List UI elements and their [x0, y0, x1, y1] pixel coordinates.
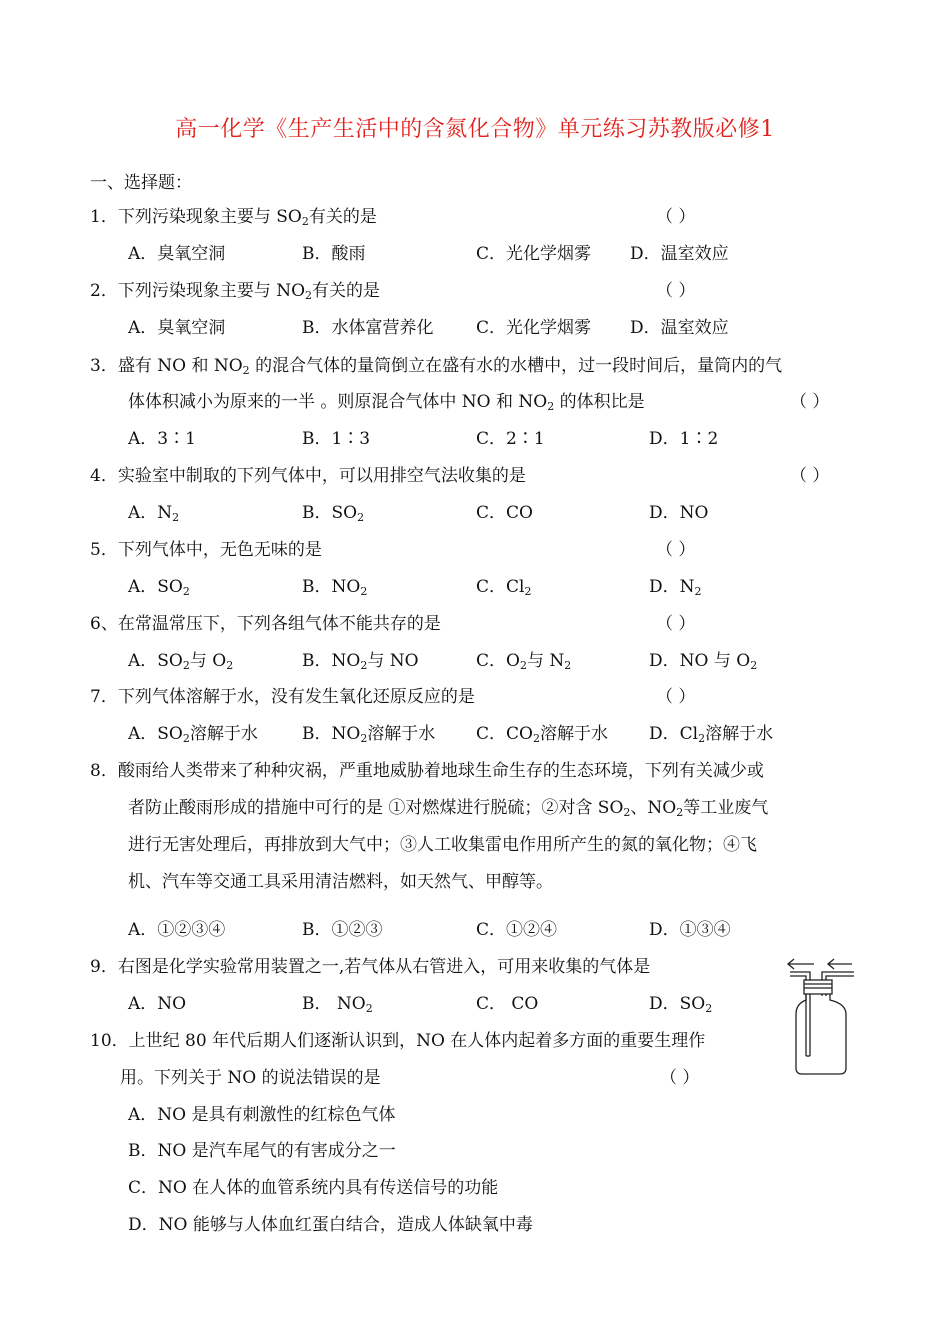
- option-b[interactable]: B．$NO_2$与 NO: [302, 651, 419, 672]
- question-number: 5．: [90, 540, 118, 560]
- question-7: [90, 686, 475, 708]
- answer-blank[interactable]: （ ）: [656, 540, 696, 560]
- question-number: 7．: [90, 687, 118, 707]
- option-a[interactable]: A．臭氧空洞: [128, 318, 226, 338]
- option-d[interactable]: D．温室效应: [630, 244, 729, 264]
- option-a[interactable]: A．$SO_2$与 $O_2$: [128, 651, 234, 672]
- option-a[interactable]: A．NO: [128, 994, 187, 1014]
- question-8-line-2: 者防止酸雨形成的措施中可行的是 ①对燃煤进行脱硫；②对含 $SO_2$、$NO_2$等工业废气: [128, 798, 769, 819]
- option-d[interactable]: D．温室效应: [630, 318, 729, 338]
- option-a[interactable]: A．①②③④: [128, 920, 226, 940]
- question-number: 4．: [90, 466, 118, 486]
- option-b[interactable]: B． $NO_2$: [302, 994, 373, 1015]
- question-text: 右图是化学实验常用装置之一,若气体从右管进入，可用来收集的气体是: [117, 957, 651, 977]
- question-text: 在常温常压下，下列各组气体不能共存的是: [117, 614, 441, 634]
- option-d[interactable]: D．$Cl_2$溶解于水: [649, 724, 774, 745]
- option-c[interactable]: C．$O_2$与 $N_2$: [476, 651, 572, 672]
- option-c[interactable]: C． CO: [476, 994, 539, 1014]
- answer-blank[interactable]: （ ）: [656, 207, 696, 227]
- option-a[interactable]: A．$N_2$: [128, 503, 180, 524]
- option-b[interactable]: B．水体富营养化: [302, 318, 434, 338]
- question-number: 8．: [90, 761, 118, 781]
- answer-blank[interactable]: （ ）: [656, 614, 696, 634]
- question-number: 3．: [90, 356, 118, 376]
- option-b[interactable]: B．NO 是汽车尾气的有害成分之一: [128, 1141, 396, 1161]
- question-10-line-2: 用。下列关于 NO 的说法错误的是: [120, 1068, 381, 1088]
- option-d[interactable]: D．NO 能够与人体血红蛋白结合，造成人体缺氧中毒: [128, 1215, 533, 1235]
- answer-blank[interactable]: （ ）: [660, 1068, 700, 1088]
- question-3: 3．盛有 NO 和 $NO_2$ 的混合气体的量筒倒立在盛有水的水槽中，过一段时间后，量筒内的气: [90, 356, 783, 377]
- option-b[interactable]: B．①②③: [302, 920, 383, 940]
- option-b[interactable]: B．酸雨: [302, 244, 366, 264]
- question-text: 下列污染现象主要与 SO: [117, 207, 302, 227]
- option-c[interactable]: C．$Cl_2$: [476, 577, 532, 598]
- question-text: 下列气体溶解于水，没有发生氧化还原反应的是: [117, 687, 475, 707]
- option-a[interactable]: A．NO 是具有刺激性的红棕色气体: [128, 1105, 396, 1125]
- question-6: [90, 613, 441, 635]
- question-1: 1．下列污染现象主要与 $SO_2$有关的是: [90, 207, 377, 228]
- option-c[interactable]: C．CO: [476, 503, 533, 523]
- answer-blank[interactable]: （ ）: [656, 281, 696, 301]
- option-b[interactable]: B．$SO_2$: [302, 503, 365, 524]
- option-d[interactable]: D．1∶2: [649, 429, 719, 449]
- answer-blank[interactable]: （ ）: [656, 687, 696, 707]
- question-5: [90, 539, 322, 561]
- option-d[interactable]: D．NO: [649, 503, 709, 523]
- question-number: 10．: [90, 1031, 129, 1051]
- option-d[interactable]: D．NO 与 $O_2$: [649, 651, 758, 672]
- answer-blank[interactable]: （ ）: [790, 466, 830, 486]
- option-b[interactable]: B．1∶3: [302, 429, 371, 449]
- question-text: 实验室中制取的下列气体中，可以用排空气法收集的是: [117, 466, 526, 486]
- question-number: 2．: [90, 281, 118, 301]
- question-4: [90, 465, 526, 487]
- option-c[interactable]: C．$CO_2$溶解于水: [476, 724, 608, 745]
- gas-washing-bottle-icon: [784, 950, 864, 1080]
- question-8-line-4: 机、汽车等交通工具采用清洁燃料，如天然气、甲醇等。: [128, 872, 553, 892]
- option-a[interactable]: A．$SO_2$: [128, 577, 190, 598]
- option-d[interactable]: D．①③④: [649, 920, 731, 940]
- question-3-line-2: 体体积减小为原来的一半 。则原混合气体中 NO 和 $NO_2$ 的体积比是: [128, 392, 645, 413]
- option-c[interactable]: C．光化学烟雾: [476, 244, 592, 264]
- option-d[interactable]: D．$N_2$: [649, 577, 702, 598]
- option-c[interactable]: C．NO 在人体的血管系统内具有传送信号的功能: [128, 1178, 499, 1198]
- option-a[interactable]: A．$SO_2$溶解于水: [128, 724, 258, 745]
- option-b[interactable]: B．$NO_2$: [302, 577, 368, 598]
- option-b[interactable]: B．$NO_2$溶解于水: [302, 724, 436, 745]
- question-10: 10．上世纪 80 年代后期人们逐渐认识到，NO 在人体内起着多方面的重要生理作: [90, 1031, 706, 1051]
- question-9: [90, 956, 650, 978]
- section-heading: 一、选择题：: [90, 173, 192, 193]
- question-number: 9．: [90, 957, 118, 977]
- option-d[interactable]: D．$SO_2$: [649, 994, 713, 1015]
- question-8: 8．酸雨给人类带来了种种灾祸，严重地威胁着地球生命生存的生态环境，下列有关减少或: [90, 761, 764, 781]
- answer-blank[interactable]: （ ）: [790, 392, 830, 412]
- question-8-line-3: 进行无害处理后，再排放到大气中；③人工收集雷电作用所产生的氮的氧化物；④飞: [128, 835, 757, 855]
- option-c[interactable]: C．2∶1: [476, 429, 545, 449]
- question-text: 下列气体中，无色无味的是: [117, 540, 322, 560]
- question-2: 2．下列污染现象主要与 $NO_2$有关的是: [90, 281, 381, 302]
- option-c[interactable]: C．①②④: [476, 920, 558, 940]
- option-c[interactable]: C．光化学烟雾: [476, 318, 592, 338]
- question-number: 1．: [90, 207, 118, 227]
- option-a[interactable]: A．3∶1: [128, 429, 196, 449]
- page-title: 高一化学《生产生活中的含氮化合物》单元练习苏教版必修1: [175, 117, 775, 142]
- question-text: 下列污染现象主要与 NO: [117, 281, 306, 301]
- option-a[interactable]: A．臭氧空洞: [128, 244, 226, 264]
- question-number: 6、: [90, 614, 118, 634]
